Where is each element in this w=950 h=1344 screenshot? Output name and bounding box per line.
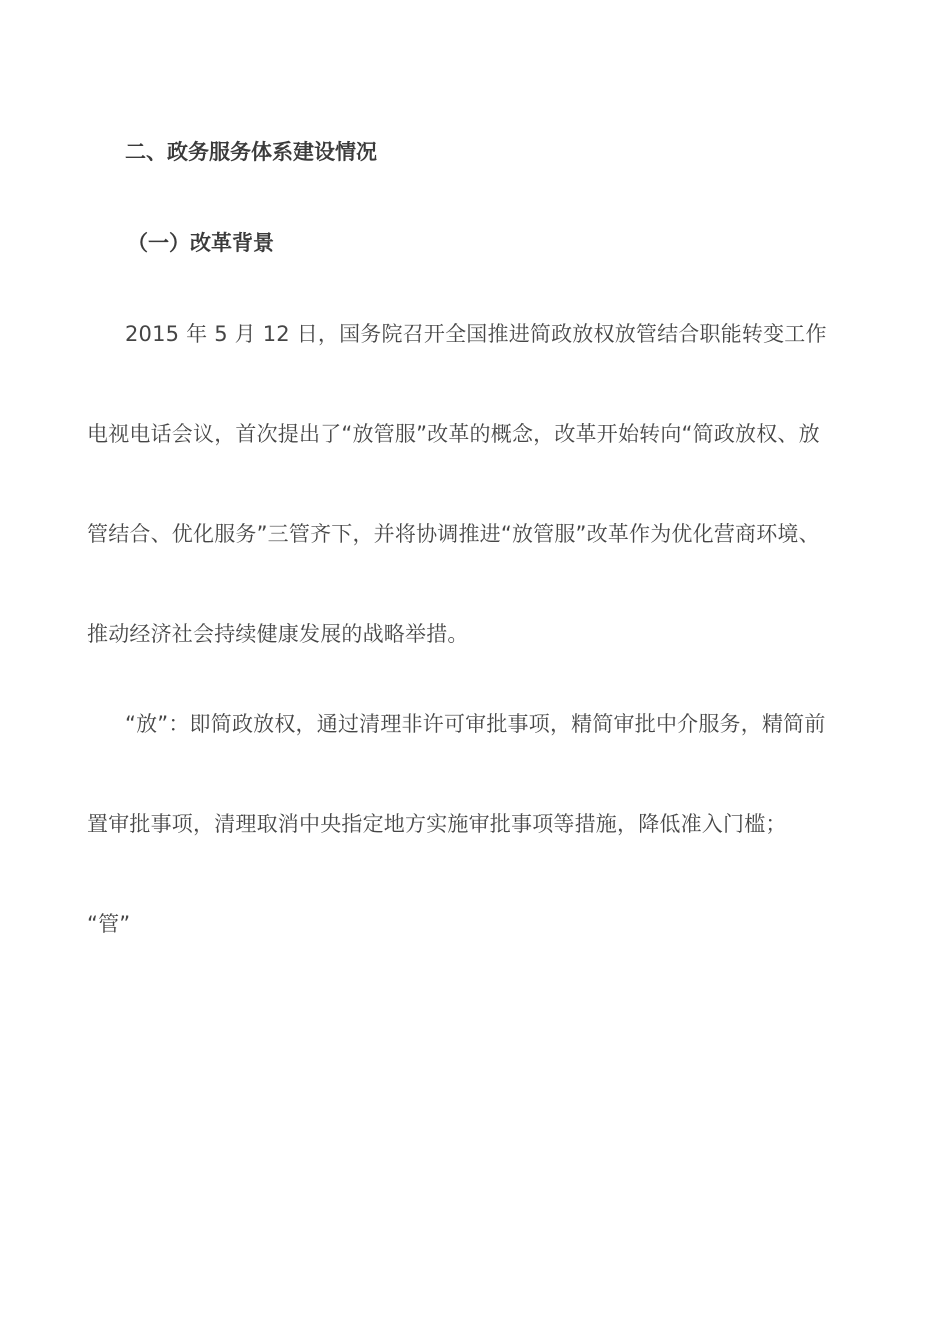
paragraph-1-line-1: 2015 年 5 月 12 日，国务院召开全国推进简政放权放管结合职能转变工作 (125, 322, 827, 346)
section-heading: 二、政务服务体系建设情况 (125, 140, 377, 164)
paragraph-2-line-1: “放”：即简政放权，通过清理非许可审批事项，精简审批中介服务，精简前 (125, 712, 826, 736)
paragraph-1-line-2: 电视电话会议，首次提出了“放管服”改革的概念，改革开始转向“简政放权、放 (87, 422, 820, 446)
paragraph-1-line-3: 管结合、优化服务”三管齐下，并将协调推进“放管服”改革作为优化营商环境、 (87, 522, 820, 546)
paragraph-2-line-2: 置审批事项，清理取消中央指定地方实施审批事项等措施，降低准入门槛； (87, 812, 787, 836)
paragraph-1-line-4: 推动经济社会持续健康发展的战略举措。 (87, 622, 469, 646)
paragraph-3-line-1: “管” (87, 912, 131, 936)
subsection-heading: （一）改革背景 (127, 231, 274, 255)
